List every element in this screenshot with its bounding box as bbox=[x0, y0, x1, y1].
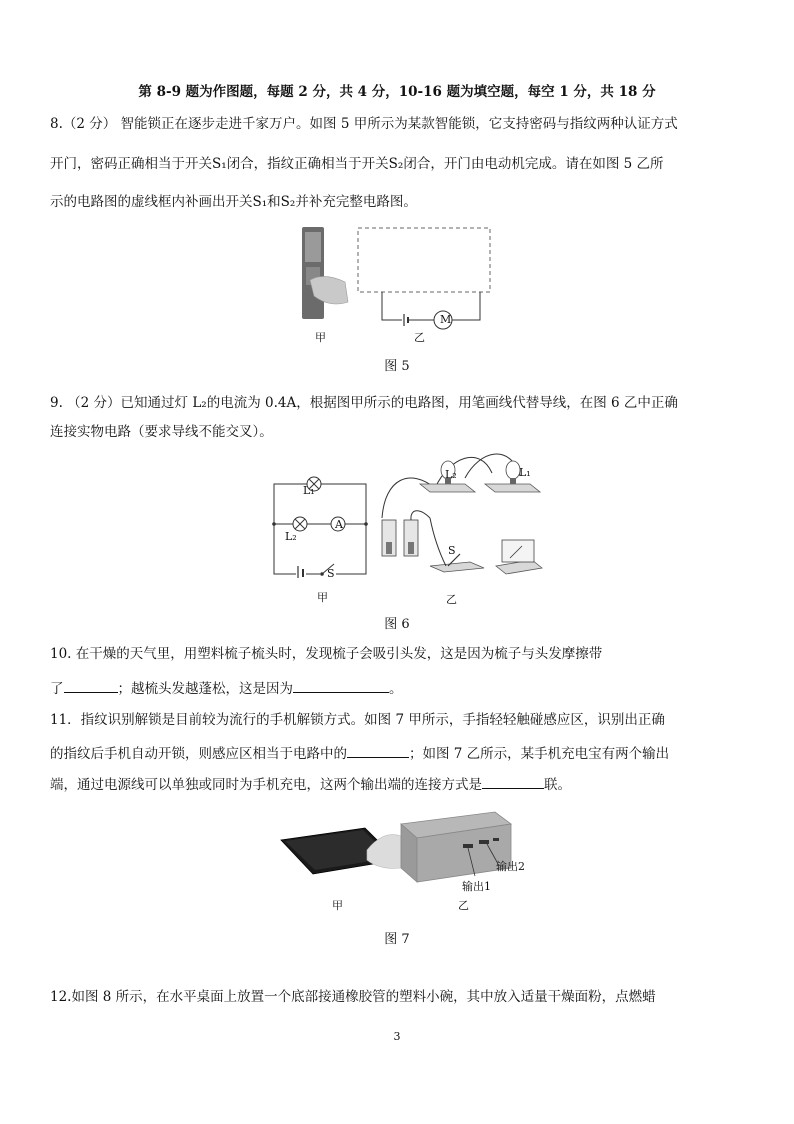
schematic-l2-label: L₂ bbox=[285, 530, 297, 543]
q12-line1: 12.如图 8 所示，在水平桌面上放置一个底部接通橡胶管的塑料小碗，其中放入适量干燥面粉，点燃蜡 bbox=[50, 989, 656, 1005]
fig7-label-jia: 甲 bbox=[332, 899, 343, 912]
q11-line3-a: 端，通过电源线可以单独或同时为手机充电，这两个输出端的连接方式是 bbox=[50, 777, 482, 793]
motor-label: M bbox=[440, 313, 452, 326]
q9-line1: 9. （2 分）已知通过灯 L₂的电流为 0.4A，根据图甲所示的电路图，用笔画线代替导线，在图 6 乙中正确 bbox=[50, 395, 678, 411]
q8-line3: 示的电路图的虚线框内补画出开关S₁和S₂并补充完整电路图。 bbox=[50, 194, 417, 210]
physical-circuit-image bbox=[382, 454, 542, 574]
output-1-label: 输出1 bbox=[462, 880, 491, 893]
q11-line3-b: 联。 bbox=[544, 777, 571, 793]
fig6-label-jia: 甲 bbox=[317, 591, 328, 604]
section-header: 第 8-9 题为作图题，每题 2 分，共 4 分，10-16 题为填空题，每空 1 分，共 18 分 bbox=[138, 84, 656, 100]
q11-blank-1[interactable] bbox=[347, 743, 409, 758]
photo-l2-label: L₂ bbox=[445, 468, 457, 481]
power-bank-image bbox=[401, 812, 511, 882]
photo-l1-label: L₁ bbox=[519, 466, 531, 479]
schematic-switch-label: S bbox=[327, 567, 335, 580]
photo-switch-label: S bbox=[448, 544, 456, 557]
q10-blank-2[interactable] bbox=[293, 678, 389, 693]
fig5-caption: 图 5 bbox=[384, 359, 410, 374]
fig5-label-jia: 甲 bbox=[315, 331, 326, 344]
q10-line1: 10. 在干燥的天气里，用塑料梳子梳头时，发现梳子会吸引头发，这是因为梳子与头发摩擦带 bbox=[50, 646, 603, 662]
page-number: 3 bbox=[393, 1030, 401, 1043]
q10-line2-a: 了 bbox=[50, 681, 64, 697]
fig6-caption: 图 6 bbox=[384, 617, 410, 632]
fig7-caption: 图 7 bbox=[384, 932, 410, 947]
schematic-l1-label: L₁ bbox=[303, 484, 315, 497]
q10-line2-b: ；越梳头发越蓬松，这是因为 bbox=[117, 681, 293, 697]
figure-7 bbox=[275, 810, 535, 900]
q9-line2: 连接实物电路（要求导线不能交叉）。 bbox=[50, 424, 273, 440]
smart-lock-image bbox=[302, 227, 348, 319]
q11-line2-b: ；如图 7 乙所示，某手机充电宝有两个输出 bbox=[409, 746, 670, 762]
q11-line2-a: 的指纹后手机自动开锁，则感应区相当于电路中的 bbox=[50, 746, 347, 762]
q11-blank-2[interactable] bbox=[482, 774, 544, 789]
phone-image bbox=[281, 828, 401, 874]
fig5-label-yi: 乙 bbox=[414, 331, 425, 344]
q8-line1: 8.（2 分） 智能锁正在逐步走进千家万户。如图 5 甲所示为某款智能锁，它支持密码与指纹两种认证方式 bbox=[50, 116, 678, 132]
fig7-label-yi: 乙 bbox=[458, 899, 469, 912]
dashed-box bbox=[358, 228, 490, 292]
fig6-label-yi: 乙 bbox=[446, 593, 457, 606]
output-2-label: 输出2 bbox=[496, 860, 525, 873]
q10-line2-c: 。 bbox=[389, 681, 403, 697]
schematic-ammeter-label: A bbox=[335, 518, 343, 531]
q10-blank-1[interactable] bbox=[64, 678, 118, 693]
circuit-schematic bbox=[272, 477, 368, 578]
q11-line1: 11．指纹识别解锁是目前较为流行的手机解锁方式。如图 7 甲所示，手指轻轻触碰感应区，识别出正确 bbox=[50, 712, 665, 728]
q8-line2: 开门，密码正确相当于开关S₁闭合，指纹正确相当于开关S₂闭合，开门由电动机完成。请在如图 5 乙所 bbox=[50, 156, 664, 172]
